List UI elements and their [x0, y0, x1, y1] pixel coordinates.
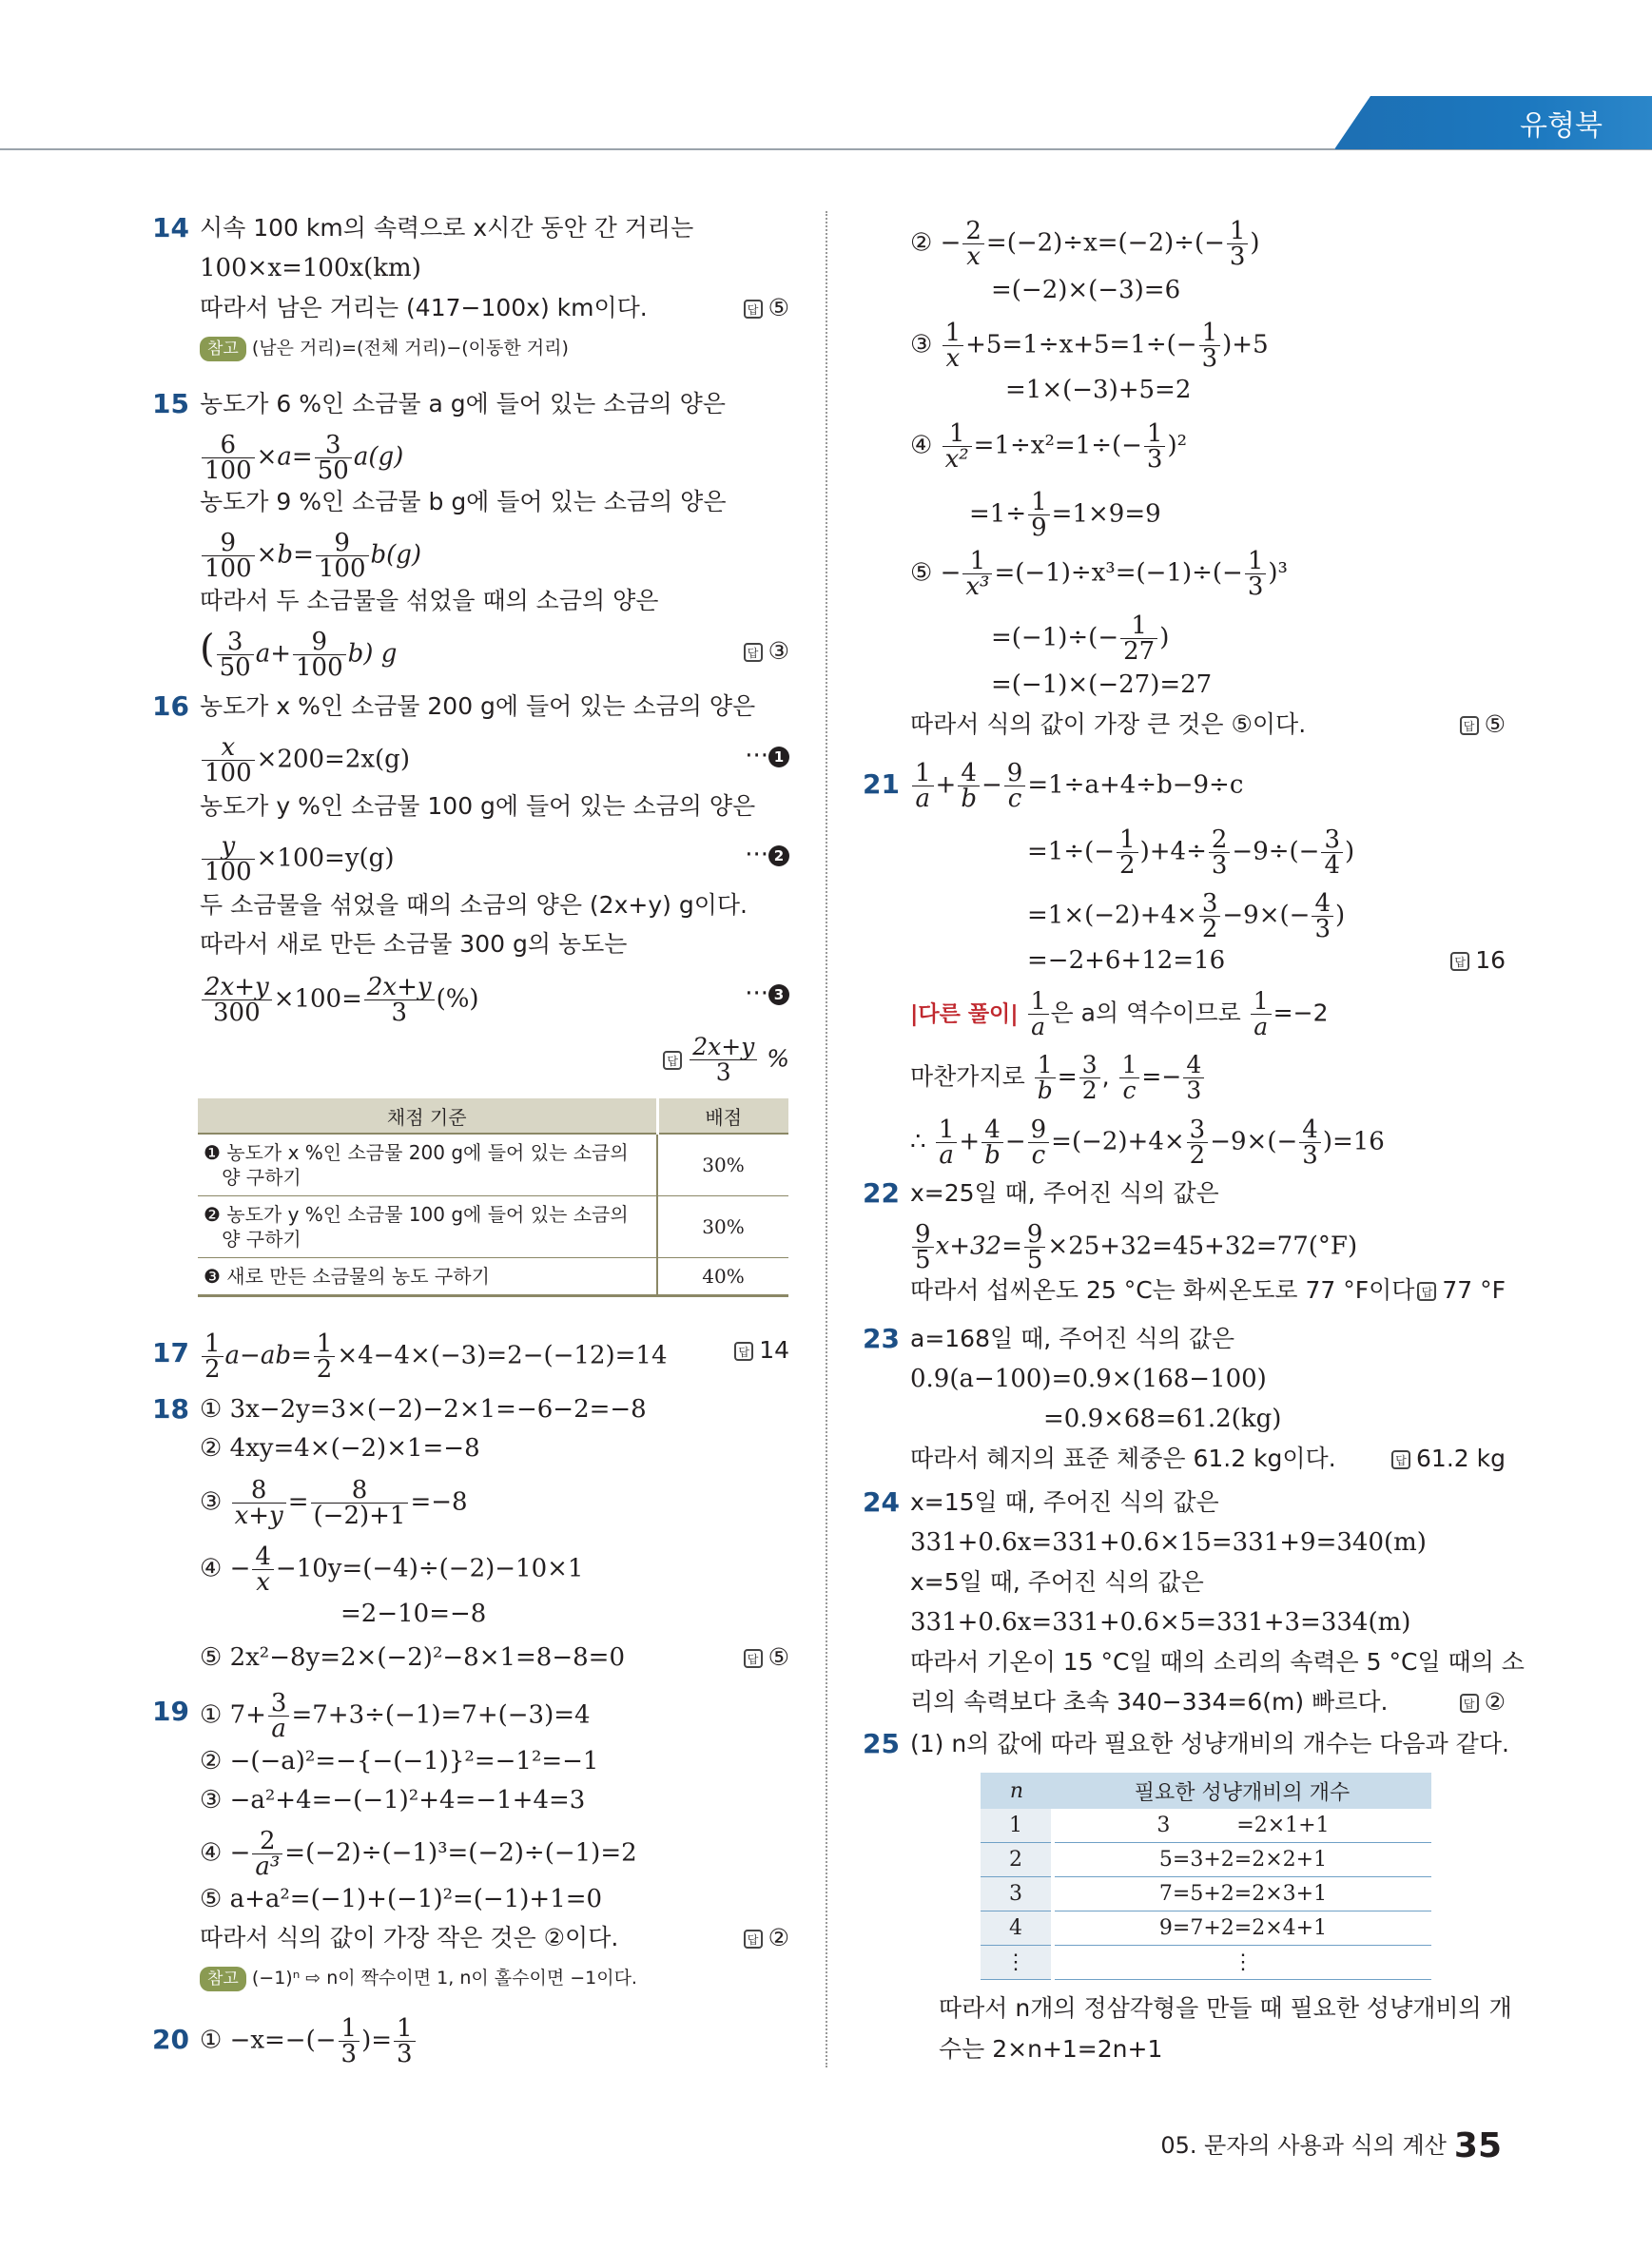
fraction: $\frac{1}{3}$	[1245, 549, 1267, 599]
q24-line2: 331+0.6x=331+0.6×15=331+9=340(m)	[910, 1528, 1427, 1557]
q20-line2: ② − $\frac{2}{x}$ =(−2)÷x=(−2)÷(− $\frac{1}{3}$ )	[910, 217, 1260, 271]
q21-line4: =−2+6+12=16	[1027, 946, 1226, 975]
q20-line5: =1×(−3)+5=2	[1005, 376, 1192, 404]
q19-line3: ③ −a²+4=−(−1)²+4=−1+4=3	[200, 1786, 586, 1814]
q23-line1: a=168일 때, 주어진 식의 값은	[910, 1325, 1235, 1352]
q18-line3: ③ $\frac{8}{x+y}$ = $\frac{8}{(-2)+1}$ =−8	[200, 1476, 468, 1530]
note-text: (−1)ⁿ ⇨ n이 짝수이면 1, n이 홀수이면 −1이다.	[251, 1968, 637, 1989]
fraction: $\frac{3}{a}$	[268, 1691, 290, 1741]
question-number: 24	[863, 1486, 900, 1518]
answer-value: ②	[768, 1924, 789, 1951]
answer-value: ⑤	[768, 1643, 789, 1671]
question-number: 22	[863, 1177, 900, 1209]
n-header: n	[981, 1773, 1053, 1809]
fraction: $\frac{2x+y}{3}$	[364, 975, 435, 1025]
q21-alt2: 마찬가지로 $\frac{1}{b}$ = $\frac{3}{2}$ , $\frac{1}{c}$ =− $\frac{4}{3}$	[910, 1053, 1206, 1103]
fraction: $\frac{9}{100}$	[316, 531, 369, 581]
q21-line2: =1÷(− $\frac{1}{2}$ )+4÷ $\frac{2}{3}$ −9÷(− $\frac{3}{4}$ )	[1027, 825, 1355, 880]
q18-line1: ① 3x−2y=3×(−2)−2×1=−6−2=−8	[200, 1395, 647, 1424]
n-cell: 3	[981, 1877, 1053, 1911]
answer-icon: 답	[744, 643, 763, 662]
answer-icon: 답	[744, 300, 763, 319]
q24-line1: x=15일 때, 주어진 식의 값은	[910, 1488, 1219, 1516]
q16-answer: 답 $\frac{2x+y}{3}$ %	[663, 1035, 789, 1085]
answer-value: 16	[1475, 946, 1506, 974]
grading-table	[198, 1098, 788, 1297]
q16-line7: $\frac{2x+y}{300}$ ×100= $\frac{2x+y}{3}$ (%)	[200, 975, 479, 1025]
column-divider	[826, 211, 827, 2067]
fraction: $\frac{x}{100}$	[202, 735, 255, 786]
criteria-cell: ❸ 새로 만든 소금물의 농도 구하기	[198, 1258, 657, 1296]
table-row	[981, 1809, 1431, 1843]
q18-line6: ⑤ 2x²−8y=2×(−2)²−8×1=8−8=0	[200, 1643, 626, 1672]
q23-line4: 따라서 혜지의 표준 체중은 61.2 kg이다.	[910, 1445, 1336, 1472]
fraction: $\frac{9}{5}$	[912, 1222, 934, 1272]
fraction: $\frac{1}{a}$	[912, 761, 934, 811]
step-marker-3: ··· 3	[745, 975, 789, 1013]
q19-answer	[744, 1919, 789, 1957]
question-number: 17	[152, 1337, 189, 1368]
q15-line5: 따라서 두 소금물을 섞었을 때의 소금의 양은	[200, 587, 659, 614]
q15-line4: $\frac{9}{100}$ ×b= $\frac{9}{100}$ b(g)	[200, 531, 421, 581]
q21-line3: =1×(−2)+4× $\frac{3}{2}$ −9×(− $\frac{4}{3}$ )	[1027, 889, 1346, 943]
note-tag: 참고	[200, 1967, 246, 1991]
grading-row	[198, 1134, 788, 1196]
count-cell: ⋮	[1053, 1946, 1431, 1980]
q18-line5: =2−10=−8	[340, 1600, 487, 1628]
count-cell: 9=7+2=2×4+1	[1053, 1911, 1431, 1946]
fraction: $\frac{8}{(-2)+1}$	[311, 1478, 409, 1528]
answer-value: ②	[1484, 1688, 1506, 1716]
fraction: $\frac{1}{3}$	[339, 2016, 360, 2067]
fraction: $\frac{1}{2}$	[202, 1331, 224, 1382]
question-number: 18	[152, 1393, 189, 1425]
q23-line2: 0.9(a−100)=0.9×(168−100)	[910, 1365, 1267, 1393]
q24-line3: x=5일 때, 주어진 식의 값은	[910, 1568, 1204, 1596]
fraction: $\frac{3}{50}$	[217, 630, 254, 680]
q25-line1: (1) n의 값에 따라 필요한 성냥개비의 개수는 다음과 같다.	[910, 1730, 1509, 1757]
fraction: $\frac{2}{\text{a³}}$	[252, 1829, 282, 1879]
q24-line4: 331+0.6x=331+0.6×5=331+3=334(m)	[910, 1608, 1411, 1637]
fraction: $\frac{9}{100}$	[202, 531, 255, 581]
q15-line1: 농도가 6 %인 소금물 a g에 들어 있는 소금의 양은	[200, 390, 726, 417]
fraction: $\frac{4}{b}$	[981, 1117, 1003, 1168]
answer-icon: 답	[744, 1930, 763, 1949]
count-cell: 7=5+2=2×3+1	[1053, 1877, 1431, 1911]
fraction: $\frac{2}{x}$	[962, 219, 984, 269]
count-cell: 3 =2×1+1	[1053, 1809, 1431, 1843]
answer-icon: 답	[663, 1051, 682, 1070]
fraction: $\frac{1}{x}$	[943, 320, 964, 371]
count-header: 필요한 성냥개비의 개수	[1053, 1773, 1431, 1809]
q16-line4: $\frac{y}{100}$ ×100=y(g)	[200, 834, 394, 884]
q20-line7: =1÷ $\frac{1}{9}$ =1×9=9	[969, 488, 1161, 542]
alt-solution-tag: |다른 풀이|	[910, 1001, 1019, 1027]
q21-alt1: |다른 풀이| $\frac{1}{a}$ 은 a의 역수이므로 $\frac{1}{a}$ =−2	[910, 987, 1329, 1040]
answer-icon: 답	[1391, 1450, 1410, 1469]
grading-row	[198, 1258, 788, 1296]
q20-line3: =(−2)×(−3)=6	[991, 276, 1181, 304]
question-number: 20	[152, 2024, 189, 2055]
q18-line4: ④ − $\frac{4}{x}$ −10y=(−4)÷(−2)−10×1	[200, 1543, 584, 1597]
q23-line3: =0.9×68=61.2(kg)	[1043, 1405, 1282, 1433]
matchstick-table	[981, 1773, 1431, 1980]
criteria-cell: ❷ 농도가 y %인 소금물 100 g에 들어 있는 소금의 양 구하기	[198, 1196, 657, 1258]
section-tab	[1334, 96, 1652, 149]
fraction: $\frac{1}{\text{x²}}$	[943, 421, 972, 472]
q20-line11: 따라서 식의 값이 가장 큰 것은 ⑤이다.	[910, 710, 1307, 738]
answer-icon: 답	[744, 1649, 763, 1668]
q19-line6: 따라서 식의 값이 가장 작은 것은 ②이다.	[200, 1924, 619, 1951]
fraction: $\frac{1}{\text{x³}}$	[962, 549, 992, 599]
fraction: $\frac{2x+y}{300}$	[202, 975, 272, 1025]
fraction: $\frac{1}{2}$	[314, 1331, 336, 1382]
table-header	[981, 1773, 1431, 1809]
q20-line1: ① −x=−(− $\frac{1}{3}$ )= $\frac{1}{3}$	[200, 2016, 418, 2067]
fraction: $\frac{1}{3}$	[1199, 320, 1221, 371]
q14-line3: 따라서 남은 거리는 (417−100x) km이다.	[200, 294, 648, 321]
question-number: 25	[863, 1728, 900, 1759]
q20-line9: =(−1)÷(− $\frac{1}{27}$ )	[991, 611, 1170, 666]
page-number: 35	[1453, 2126, 1502, 2165]
section-tab-label: 유형북	[1520, 109, 1603, 143]
q20-line8: ⑤ − $\frac{1}{\text{x³}}$ =(−1)÷x³=(−1)÷(− $\frac{1}{3}$ )³	[910, 547, 1288, 601]
q14-note	[200, 329, 569, 367]
fraction: $\frac{1}{3}$	[1144, 421, 1166, 472]
answer-icon: 답	[1450, 952, 1469, 971]
q17-answer	[734, 1331, 789, 1369]
chapter-title: 05. 문자의 사용과 식의 계산	[1160, 2132, 1447, 2159]
fraction: $\frac{6}{100}$	[202, 433, 255, 483]
q17-line: $\frac{1}{2}$ a−ab= $\frac{1}{2}$ ×4−4×(−3)=2−(−12)=14	[200, 1331, 668, 1382]
q20-line6: ④ $\frac{1}{\text{x²}}$ =1÷x²=1÷(− $\frac{1}{3}$ )²	[910, 419, 1188, 474]
score-cell: 30%	[657, 1134, 788, 1196]
table-row	[981, 1946, 1431, 1980]
fraction: $\frac{4}{3}$	[1183, 1053, 1204, 1103]
fraction: $\frac{9}{c}$	[1028, 1117, 1050, 1168]
fraction: $\frac{1}{9}$	[1028, 490, 1050, 540]
fraction: $\frac{3}{2}$	[1199, 891, 1221, 941]
note-text: (남은 거리)=(전체 거리)−(이동한 거리)	[251, 338, 569, 359]
n-cell: 4	[981, 1911, 1053, 1946]
q19-line1: ① 7+ $\frac{3}{a}$ =7+3÷(−1)=7+(−3)=4	[200, 1689, 591, 1743]
question-number: 15	[152, 388, 189, 419]
answer-value: 77 °F	[1442, 1276, 1506, 1304]
q14-answer	[744, 289, 789, 327]
q15-answer	[744, 632, 789, 670]
score-header: 배점	[657, 1098, 788, 1134]
answer-icon: 답	[1417, 1282, 1436, 1301]
fraction: $\frac{1}{27}$	[1120, 613, 1157, 664]
fraction: $\frac{1}{b}$	[1035, 1053, 1056, 1103]
fraction: $\frac{1}{3}$	[1227, 219, 1249, 269]
step-marker-1: ··· 1	[745, 737, 789, 775]
q24-line5: 따라서 기온이 15 °C일 때의 소리의 속력은 5 °C일 때의 소	[910, 1648, 1525, 1676]
fraction: $\frac{4}{3}$	[1312, 891, 1333, 941]
fraction: $\frac{8}{x+y}$	[232, 1478, 286, 1528]
answer-icon: 답	[1460, 1694, 1479, 1713]
q21-alt3: ∴ $\frac{1}{a}$ + $\frac{4}{b}$ − $\frac{9}{c}$ =(−2)+4× $\frac{3}{2}$ −9×(− $\frac{4}{3}$ )=16	[910, 1116, 1385, 1170]
q16-line6: 따라서 새로 만든 소금물 300 g의 농도는	[200, 930, 628, 958]
n-cell: 2	[981, 1843, 1053, 1877]
fraction: $\frac{3}{2}$	[1187, 1117, 1209, 1168]
q20-answer	[1460, 706, 1506, 744]
q19-line4: ④ − $\frac{2}{\text{a³}}$ =(−2)÷(−1)³=(−2)÷(−1)=2	[200, 1827, 637, 1881]
question-number: 16	[152, 690, 189, 722]
page-footer	[1160, 2126, 1502, 2165]
table-row	[981, 1877, 1431, 1911]
note-tag: 참고	[200, 337, 246, 361]
q15-line6: ( $\frac{3}{50}$ a+ $\frac{9}{100}$ b) g	[200, 627, 398, 682]
q16-line5: 두 소금물을 섞었을 때의 소금의 양은 (2x+y) g이다.	[200, 891, 748, 919]
fraction: $\frac{1}{a}$	[1028, 989, 1049, 1039]
criteria-header: 채점 기준	[198, 1098, 657, 1134]
q15-line3: 농도가 9 %인 소금물 b g에 들어 있는 소금의 양은	[200, 488, 727, 515]
q22-line2: $\frac{9}{5}$ x+32= $\frac{9}{5}$ ×25+32=45+32=77(°F)	[910, 1222, 1357, 1272]
step-marker-2: ··· 2	[745, 836, 789, 874]
answer-value: 61.2 kg	[1416, 1445, 1506, 1472]
fraction: $\frac{3}{2}$	[1079, 1053, 1100, 1103]
answer-value: ⑤	[1484, 710, 1506, 738]
table-row	[981, 1911, 1431, 1946]
answer-value: ③	[768, 637, 789, 665]
q21-answer	[1450, 941, 1506, 980]
fraction: $\frac{9}{100}$	[293, 630, 346, 680]
q25-line2: 따라서 n개의 정삼각형을 만들 때 필요한 성냥개비의 개	[939, 1994, 1512, 2022]
score-cell: 40%	[657, 1258, 788, 1296]
answer-icon: 답	[734, 1342, 753, 1361]
q20-line4: ③ $\frac{1}{x}$ +5=1÷x+5=1÷(− $\frac{1}{3}$ )+5	[910, 319, 1269, 373]
fraction: $\frac{1}{a}$	[936, 1117, 958, 1168]
q22-line1: x=25일 때, 주어진 식의 값은	[910, 1179, 1219, 1207]
q20-line10: =(−1)×(−27)=27	[991, 670, 1213, 699]
section-tab-notch	[1334, 96, 1370, 149]
grading-row	[198, 1196, 788, 1258]
q16-line1: 농도가 x %인 소금물 200 g에 들어 있는 소금의 양은	[200, 692, 756, 720]
question-number: 21	[863, 768, 900, 800]
q22-line3: 따라서 섭씨온도 25 °C는 화씨온도로 77 °F이다.	[910, 1276, 1423, 1304]
fraction: $\frac{1}{c}$	[1119, 1053, 1140, 1103]
fraction: $\frac{1}{2}$	[1117, 827, 1138, 878]
score-cell: 30%	[657, 1196, 788, 1258]
table-row	[981, 1843, 1431, 1877]
question-number: 14	[152, 212, 189, 243]
n-cell: 1	[981, 1809, 1053, 1843]
q18-answer	[744, 1639, 789, 1677]
n-cell: ⋮	[981, 1946, 1053, 1980]
fraction: $\frac{4}{b}$	[958, 761, 980, 811]
answer-value: 14	[759, 1336, 789, 1364]
question-number: 19	[152, 1696, 189, 1727]
fraction: $\frac{3}{50}$	[315, 433, 352, 483]
q25-line3: 수는 2×n+1=2n+1	[939, 2035, 1163, 2063]
count-cell: 5=3+2=2×2+1	[1053, 1843, 1431, 1877]
fraction: $\frac{2}{3}$	[1209, 827, 1231, 878]
fraction: $\frac{3}{4}$	[1321, 827, 1343, 878]
q14-line2: 100×x=100x(km)	[200, 254, 421, 282]
q21-line1: $\frac{1}{a}$ + $\frac{4}{b}$ − $\frac{9}{c}$ =1÷a+4÷b−9÷c	[910, 761, 1243, 811]
criteria-cell: ❶ 농도가 x %인 소금물 200 g에 들어 있는 소금의 양 구하기	[198, 1134, 657, 1196]
q15-line2: $\frac{6}{100}$ ×a= $\frac{3}{50}$ a(g)	[200, 433, 403, 483]
q24-answer	[1460, 1683, 1506, 1721]
fraction: $\frac{1}{a}$	[1251, 989, 1272, 1039]
q16-line3: 농도가 y %인 소금물 100 g에 들어 있는 소금의 양은	[200, 792, 756, 820]
fraction: $\frac{y}{100}$	[202, 834, 255, 884]
q22-answer	[1417, 1271, 1506, 1310]
q19-line5: ⑤ a+a²=(−1)+(−1)²=(−1)+1=0	[200, 1885, 603, 1913]
q18-line2: ② 4xy=4×(−2)×1=−8	[200, 1434, 480, 1463]
q16-line2: $\frac{x}{100}$ ×200=2x(g)	[200, 735, 410, 786]
q23-answer	[1391, 1440, 1506, 1478]
grading-header	[198, 1098, 788, 1134]
question-number: 23	[863, 1323, 900, 1354]
fraction: $\frac{1}{3}$	[394, 2016, 416, 2067]
answer-value: ⑤	[768, 294, 789, 321]
fraction: $\frac{9}{c}$	[1004, 761, 1026, 811]
q14-line1: 시속 100 km의 속력으로 x시간 동안 간 거리는	[200, 214, 694, 242]
q24-line6: 리의 속력보다 초속 340−334=6(m) 빠르다.	[910, 1688, 1389, 1716]
fraction: $\frac{4}{3}$	[1299, 1117, 1321, 1168]
fraction: $\frac{9}{5}$	[1024, 1222, 1046, 1272]
fraction: $\frac{4}{x}$	[252, 1544, 274, 1595]
answer-icon: 답	[1460, 716, 1479, 735]
q19-note	[200, 1959, 637, 1997]
q19-line2: ② −(−a)²=−{−(−1)}²=−1²=−1	[200, 1747, 599, 1776]
fraction: $\frac{2x+y}{3}$	[690, 1035, 757, 1085]
